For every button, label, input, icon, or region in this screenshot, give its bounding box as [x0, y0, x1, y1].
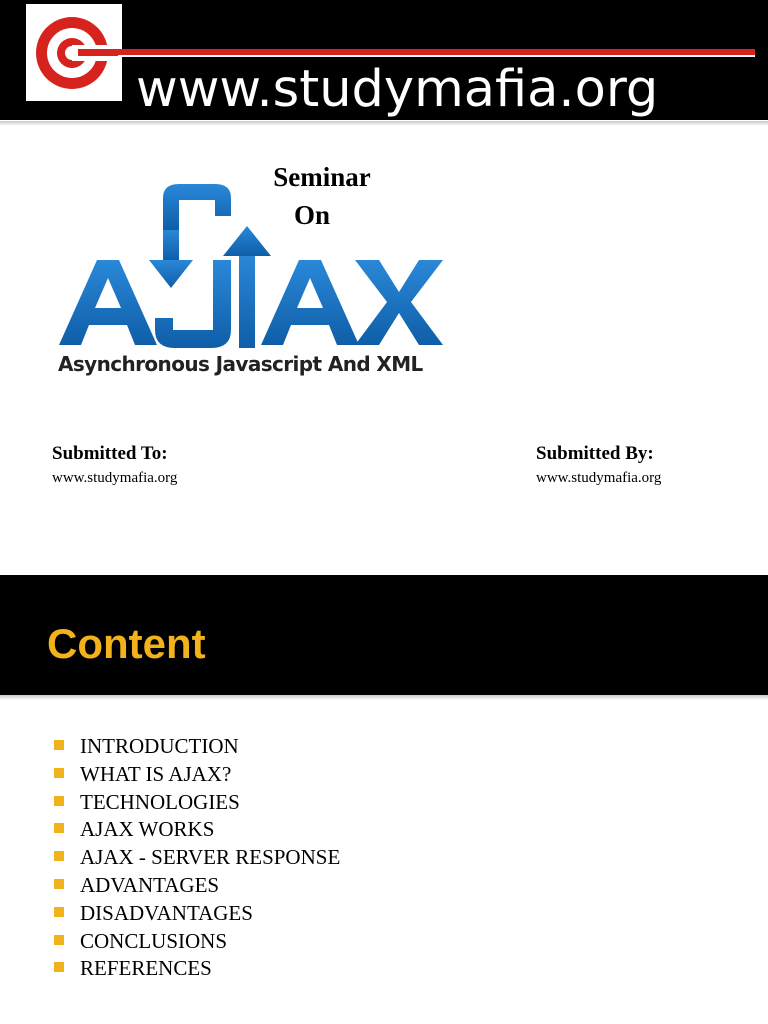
square-bullet-icon: [54, 851, 64, 861]
content-header-divider: [0, 695, 768, 700]
square-bullet-icon: [54, 823, 64, 833]
list-item-text: INTRODUCTION: [80, 734, 239, 758]
list-item-text: REFERENCES: [80, 956, 212, 981]
list-item: [54, 816, 654, 844]
square-bullet-icon: [54, 879, 64, 889]
square-bullet-icon: [54, 796, 64, 806]
content-list: [54, 733, 654, 983]
square-bullet-icon: [54, 740, 64, 750]
list-item: [54, 761, 654, 789]
square-bullet-icon: [54, 768, 64, 778]
list-item-text: TECHNOLOGIES: [80, 789, 240, 814]
list-item: [54, 928, 654, 956]
square-bullet-icon: [54, 907, 64, 917]
list-item-text: DISADVANTAGES: [80, 900, 253, 925]
list-item: [54, 789, 654, 817]
square-bullet-icon: [54, 962, 64, 972]
site-title: www.studymafia.org: [136, 60, 659, 119]
header-divider: [0, 121, 768, 126]
ajax-subtitle: Asynchronous Javascript And XML: [58, 352, 423, 376]
list-item-text: ADVANTAGES: [80, 872, 220, 897]
on-label: On: [293, 200, 331, 230]
submitted-by-value: www.studymafia.org: [536, 470, 662, 486]
submitted-to-heading: Submitted To:: [52, 443, 168, 464]
list-item: [54, 872, 654, 900]
submitted-to-value: www.studymafia.org: [52, 470, 178, 486]
square-bullet-icon: [54, 935, 64, 945]
studymafia-logo-icon: [26, 4, 122, 101]
list-item: [54, 955, 654, 983]
content-title: Content: [47, 620, 206, 667]
list-item-text: AJAX - SERVER RESPONSE: [80, 845, 341, 870]
header-white-line: [118, 55, 755, 57]
list-item: [54, 733, 654, 761]
list-item: [54, 844, 654, 872]
list-item-text: WHAT IS AJAX?: [80, 761, 232, 786]
list-item-text: AJAX WORKS: [80, 817, 215, 842]
list-item: [54, 900, 654, 928]
list-item-text: CONCLUSIONS: [80, 928, 228, 953]
seminar-label: Seminar: [273, 162, 371, 192]
submitted-by-heading: Submitted By:: [536, 443, 654, 464]
